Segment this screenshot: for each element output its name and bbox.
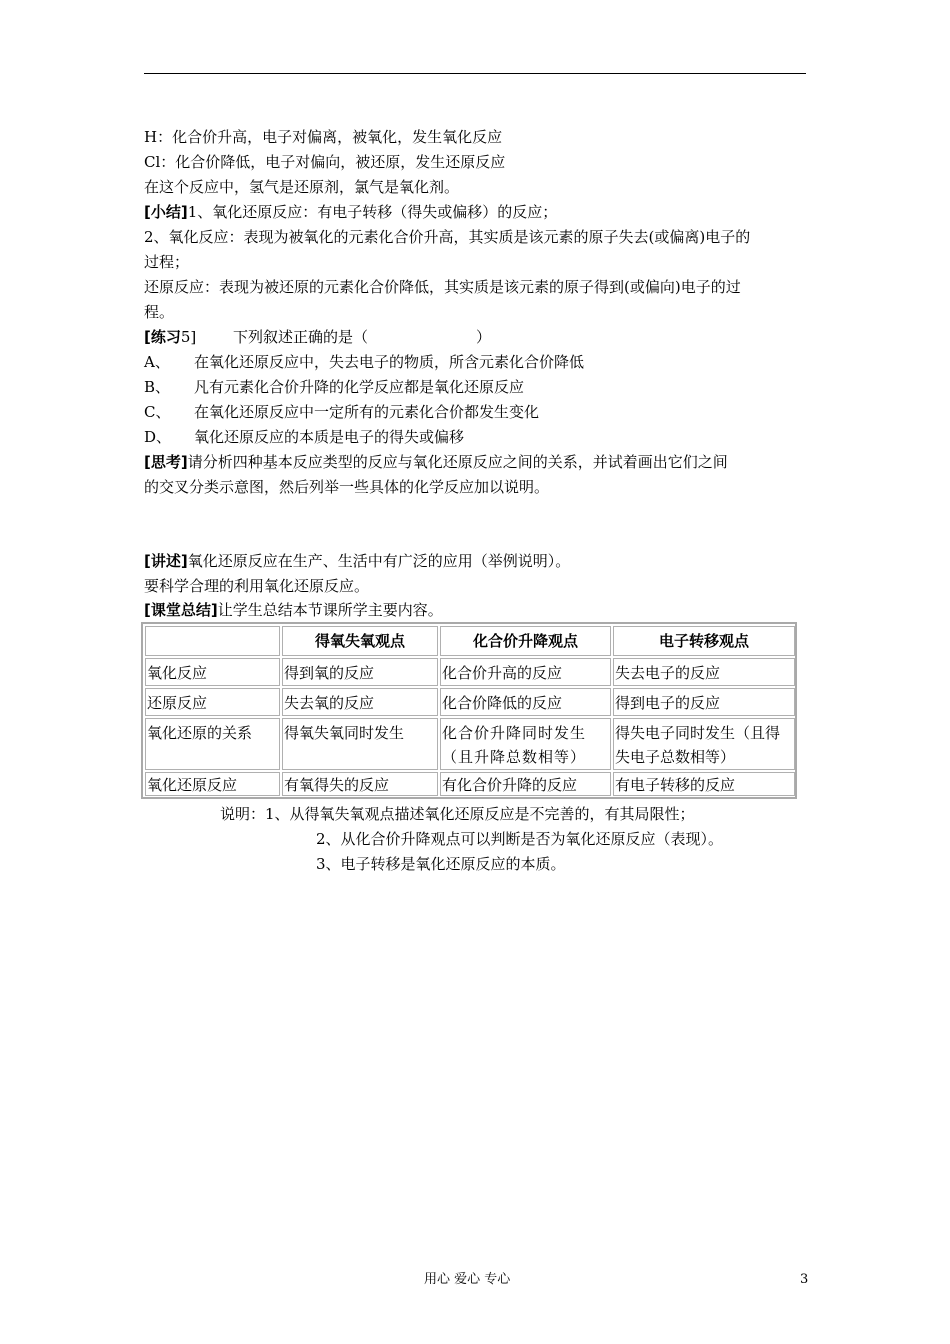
note-line: 说明：1、从得氧失氧观点描述氧化还原反应是不完善的，有其局限性； [220, 805, 695, 823]
text-line: H：化合价升高，电子对偏离，被氧化，发生氧化反应 [144, 128, 503, 146]
lecture-line [144, 551, 570, 571]
option-label: C、 [144, 403, 171, 421]
text-line: 还原反应：表现为被还原的元素化合价降低，其实质是该元素的原子得到(或偏向)电子的过 [144, 278, 741, 296]
table-cell: 失去氧的反应 [282, 688, 438, 716]
table-cell: 化合价升降同时发生（且升降总数相等） [440, 718, 611, 770]
table-row-label: 氧化反应 [145, 658, 280, 686]
text-line: 的交叉分类示意图，然后列举一些具体的化学反应加以说明。 [144, 478, 550, 496]
section-tag: [小结] [144, 203, 188, 221]
table-cell: 化合价降低的反应 [440, 688, 611, 716]
text-line: 要科学合理的利用氧化还原反应。 [144, 577, 370, 595]
exercise-number: 5] [180, 328, 197, 346]
text: 1、氧化还原反应：有电子转移（得失或偏移）的反应； [187, 203, 558, 221]
table-cell: 得氧失氧同时发生 [282, 718, 438, 770]
class-summary-line [144, 600, 443, 620]
table-cell: 得到电子的反应 [613, 688, 795, 716]
exercise-line [144, 327, 196, 347]
text-line: 程。 [144, 303, 175, 321]
header-rule [144, 73, 806, 74]
text: 氧化还原反应在生产、生活中有广泛的应用（举例说明）。 [187, 552, 571, 570]
text-line: Cl：化合价降低，电子对偏向，被还原，发生还原反应 [144, 153, 506, 171]
option-text: 在氧化还原反应中一定所有的元素化合价都发生变化 [194, 403, 540, 421]
table-header-cell: 电子转移观点 [613, 626, 795, 656]
table-cell: 有化合价升降的反应 [440, 772, 611, 796]
table-header-cell [145, 626, 280, 656]
table-row-label: 氧化还原的关系 [145, 718, 280, 770]
text-line: 过程； [144, 253, 190, 271]
table-header-cell: 得氧失氧观点 [282, 626, 438, 656]
table-row-label: 还原反应 [145, 688, 280, 716]
option-text: 氧化还原反应的本质是电子的得失或偏移 [194, 428, 465, 446]
exercise-bracket-close: ） [476, 328, 492, 346]
option-label: D、 [144, 428, 172, 446]
table-cell: 得到氧的反应 [282, 658, 438, 686]
section-tag: [练习 [144, 328, 181, 346]
option-text: 凡有元素化合价升降的化学反应都是氧化还原反应 [194, 378, 525, 396]
section-tag: [讲述] [144, 552, 188, 570]
text-line: 在这个反应中，氢气是还原剂，氯气是氧化剂。 [144, 178, 460, 196]
option-text: 在氧化还原反应中，失去电子的物质，所含元素化合价降低 [194, 353, 585, 371]
text: 请分析四种基本反应类型的反应与氧化还原反应之间的关系，并试着画出它们之间 [187, 453, 728, 471]
table-row-label: 氧化还原反应 [145, 772, 280, 796]
table-cell: 失去电子的反应 [613, 658, 795, 686]
page-number: 3 [800, 1272, 809, 1287]
table-cell: 得失电子同时发生（且得失电子总数相等） [613, 718, 795, 770]
option-label: A、 [144, 353, 170, 371]
table-header-cell: 化合价升降观点 [440, 626, 611, 656]
note-line: 2、从化合价升降观点可以判断是否为氧化还原反应（表现）。 [316, 830, 724, 848]
exercise-question: 下列叙述正确的是（ [233, 328, 369, 346]
table-cell: 化合价升高的反应 [440, 658, 611, 686]
option-label: B、 [144, 378, 171, 396]
section-tag: [课堂总结] [144, 601, 218, 619]
table-cell: 有氧得失的反应 [282, 772, 438, 796]
section-tag: [思考] [144, 453, 188, 471]
note-line: 3、电子转移是氧化还原反应的本质。 [316, 855, 566, 873]
think-line [144, 452, 728, 472]
text: 让学生总结本节课所学主要内容。 [217, 601, 443, 619]
summary-line [144, 202, 557, 222]
table-cell: 有电子转移的反应 [613, 772, 795, 796]
footer-motto: 用心 爱心 专心 [424, 1272, 511, 1287]
summary-table [141, 622, 797, 799]
text-line: 2、氧化反应：表现为被氧化的元素化合价升高，其实质是该元素的原子失去(或偏离)电子的 [144, 228, 751, 246]
